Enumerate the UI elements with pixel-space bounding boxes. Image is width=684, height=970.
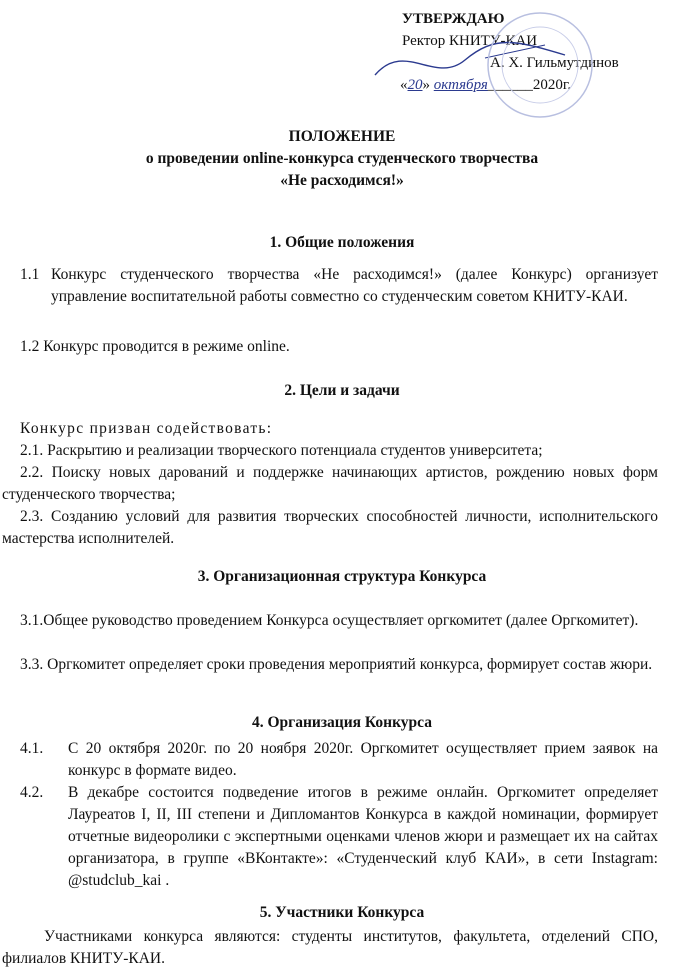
section-2-heading: 2. Цели и задачи	[284, 382, 400, 399]
title-line-3: «Не расходимся!»	[280, 172, 404, 189]
stamp-image	[480, 5, 600, 125]
section-1-item-2	[20, 336, 658, 358]
section-1-heading: 1. Общие положения	[269, 234, 415, 251]
title-line-1: ПОЛОЖЕНИЕ	[288, 128, 396, 145]
section-3-item-1: 3.1.Общее руководство проведением Конкурса осуществляет оргкомитет (далее Оргкомитет).	[20, 612, 639, 629]
section-2-item-2: 2.2. Поиску новых дарований и поддержке начинающих артистов, рождению новых форм студенческого творчества;	[2, 464, 658, 503]
section-4-item-2	[20, 782, 658, 892]
item-number: 1.2	[20, 338, 40, 355]
item-number: 4.1.	[20, 740, 44, 757]
section-3-heading: 3. Организационная структура Конкурса	[197, 568, 487, 585]
approval-date: «20» октября______2020г.	[400, 77, 572, 93]
section-1-item-1	[20, 264, 658, 308]
approval-name: А. Х. Гильмутдинов	[490, 55, 619, 71]
approval-position: Ректор КНИТУ-КАИ	[402, 33, 538, 49]
section-4-item-1	[20, 738, 658, 782]
section-5-heading: 5. Участники Конкурса	[259, 904, 425, 921]
document-title	[0, 126, 684, 192]
section-2-item-1: 2.1. Раскрытию и реализации творческого потенциала студентов университета;	[20, 442, 543, 459]
section-2-intro: Конкурс призван содействовать:	[20, 420, 273, 437]
title-line-2: о проведении online-конкурса студенческого творчества	[145, 150, 539, 167]
date-day: 20	[407, 77, 423, 93]
item-text: Конкурс проводится в режиме online.	[43, 338, 290, 355]
item-number: 4.2.	[20, 784, 44, 801]
date-year: 2020г.	[532, 77, 572, 93]
item-text: В декабре состоится подведение итогов в режиме онлайн. Оргкомитет определяет Лауреатов I, II, III степени и Дипломантов Конкурса в каждой номинации, формирует отчетные видеоролики с экспертными оценками членов жюри и размещает их на сайтах организатора, в группе «ВКонтакте»: «Студенческий клуб КАИ», в сети Instagram: @studclub_kai .	[68, 784, 658, 889]
approval-heading: УТВЕРЖДАЮ	[402, 11, 505, 27]
section-4-heading: 4. Организация Конкурса	[252, 714, 432, 731]
item-text: С 20 октября 2020г. по 20 ноября 2020г. Оргкомитет осуществляет прием заявок на конкурс в формате видео.	[68, 740, 658, 779]
section-5-text: Участниками конкурса являются: студенты институтов, факультета, отделений СПО, филиалов КНИТУ-КАИ.	[2, 928, 658, 967]
item-text: Конкурс студенческого творчества «Не расходимся!» (далее Конкурс) организует управление воспитательной работы совместно со студенческим советом КНИТУ-КАИ.	[51, 266, 658, 305]
date-month: октября	[433, 77, 488, 93]
item-number: 1.1	[20, 266, 40, 283]
section-2-item-3: 2.3. Созданию условий для развития творческих способностей личности, исполнительского мастерства исполнителей.	[2, 508, 658, 547]
section-3-item-2: 3.3. Оргкомитет определяет сроки проведения мероприятий конкурса, формирует состав жюри.	[20, 656, 653, 673]
